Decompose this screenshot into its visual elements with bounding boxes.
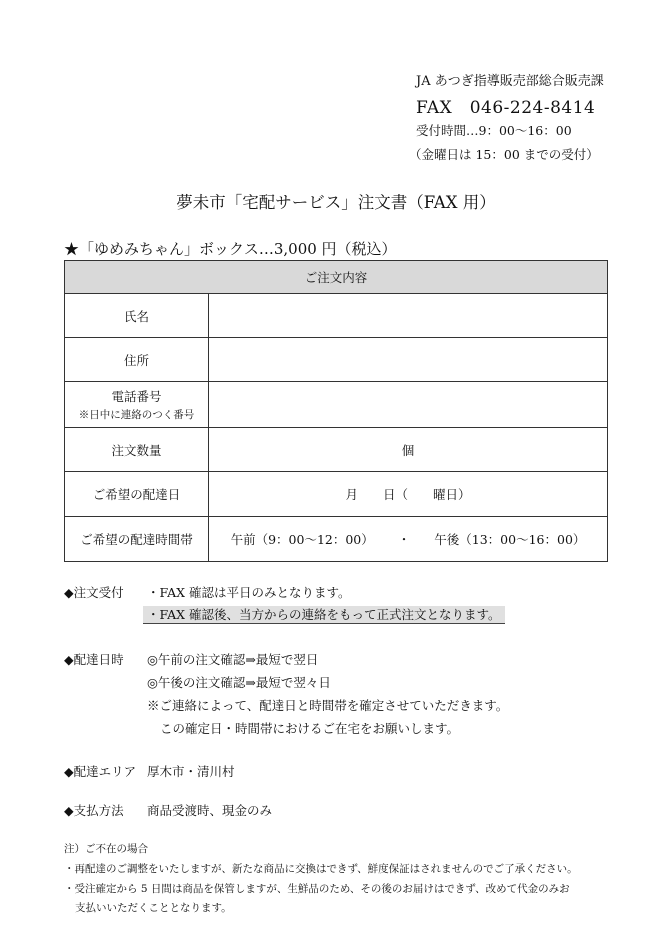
quantity-label: 注文数量 bbox=[65, 428, 209, 472]
name-label: 氏名 bbox=[65, 294, 209, 338]
phone-field[interactable] bbox=[209, 382, 608, 428]
footnote-heading: 注）ご不在の場合 bbox=[64, 843, 148, 855]
payment-heading: ◆支払方法 bbox=[64, 803, 124, 818]
area-text: 厚木市・清川村 bbox=[147, 764, 235, 779]
payment-text: 商品受渡時、現金のみ bbox=[147, 803, 273, 818]
delivery-line-2: ◎午後の注文確認⇒最短で翌々日 bbox=[147, 675, 331, 690]
name-field[interactable] bbox=[209, 294, 608, 338]
timeslot-afternoon[interactable]: 午後（13：00〜16：00） bbox=[434, 532, 586, 547]
table-header: ご注文内容 bbox=[65, 261, 608, 294]
reception-hours: 受付時間…9：00〜16：00 bbox=[416, 123, 572, 138]
timeslot-separator: ・ bbox=[397, 532, 411, 547]
delivery-line-1: ◎午前の注文確認⇒最短で翌日 bbox=[147, 652, 319, 667]
phone-note: ※日中に連絡のつく番号 bbox=[78, 409, 195, 421]
order-line-1: ・FAX 確認は平日のみとなります。 bbox=[147, 585, 351, 600]
table-row-name bbox=[65, 294, 608, 338]
timeslot-label: ご希望の配達時間帯 bbox=[65, 517, 209, 562]
product-line: ★「ゆめみちゃん」ボックス…3,000 円（税込） bbox=[64, 240, 397, 258]
table-row-timeslot bbox=[65, 517, 608, 562]
table-row-date bbox=[65, 472, 608, 517]
order-line-2 bbox=[143, 605, 505, 623]
order-table bbox=[64, 260, 608, 562]
footnote-line-1: ・再配達のご調整をいたしますが、新たな商品に交換はできず、鮮度保証はされませんのでご了承ください。 bbox=[64, 863, 578, 875]
address-label: 住所 bbox=[65, 338, 209, 382]
delivery-line-3: ※ご連絡によって、配達日と時間帯を確定させていただきます。 bbox=[147, 698, 509, 713]
table-row-phone bbox=[65, 382, 608, 428]
fax-number: FAX 046-224-8414 bbox=[416, 98, 596, 118]
area-heading: ◆配達エリア bbox=[64, 764, 137, 779]
order-line-2-highlight: ・FAX 確認後、当方からの連絡をもって正式注文となります。 bbox=[143, 606, 505, 624]
footnote-line-2: ・受注確定から 5 日間は商品を保管しますが、生鮮品のため、その後のお届けはできず、改めて代金のみお bbox=[64, 883, 570, 895]
order-heading: ◆注文受付 bbox=[64, 585, 124, 600]
delivery-line-4: この確定日・時間帯におけるご在宅をお願いします。 bbox=[160, 721, 460, 736]
footnote-line-3: 支払いいただくこととなります。 bbox=[75, 902, 232, 914]
quantity-field[interactable]: 個 bbox=[209, 428, 608, 472]
phone-label-cell bbox=[65, 382, 209, 428]
timeslot-field bbox=[209, 517, 608, 562]
friday-hours-note: （金曜日は 15：00 までの受付） bbox=[409, 147, 599, 162]
table-header-row bbox=[65, 261, 608, 294]
table-row-address bbox=[65, 338, 608, 382]
document-title: 夢未市「宅配サービス」注文書（FAX 用） bbox=[176, 193, 496, 212]
timeslot-morning[interactable]: 午前（9：00〜12：00） bbox=[230, 532, 374, 547]
date-label: ご希望の配達日 bbox=[65, 472, 209, 517]
delivery-heading: ◆配達日時 bbox=[64, 652, 124, 667]
department-name: JA あつぎ指導販売部総合販売課 bbox=[416, 74, 604, 89]
date-field[interactable]: 月 日（ 曜日） bbox=[209, 472, 608, 517]
phone-label: 電話番号 bbox=[111, 389, 162, 404]
address-field[interactable] bbox=[209, 338, 608, 382]
table-row-quantity bbox=[65, 428, 608, 472]
